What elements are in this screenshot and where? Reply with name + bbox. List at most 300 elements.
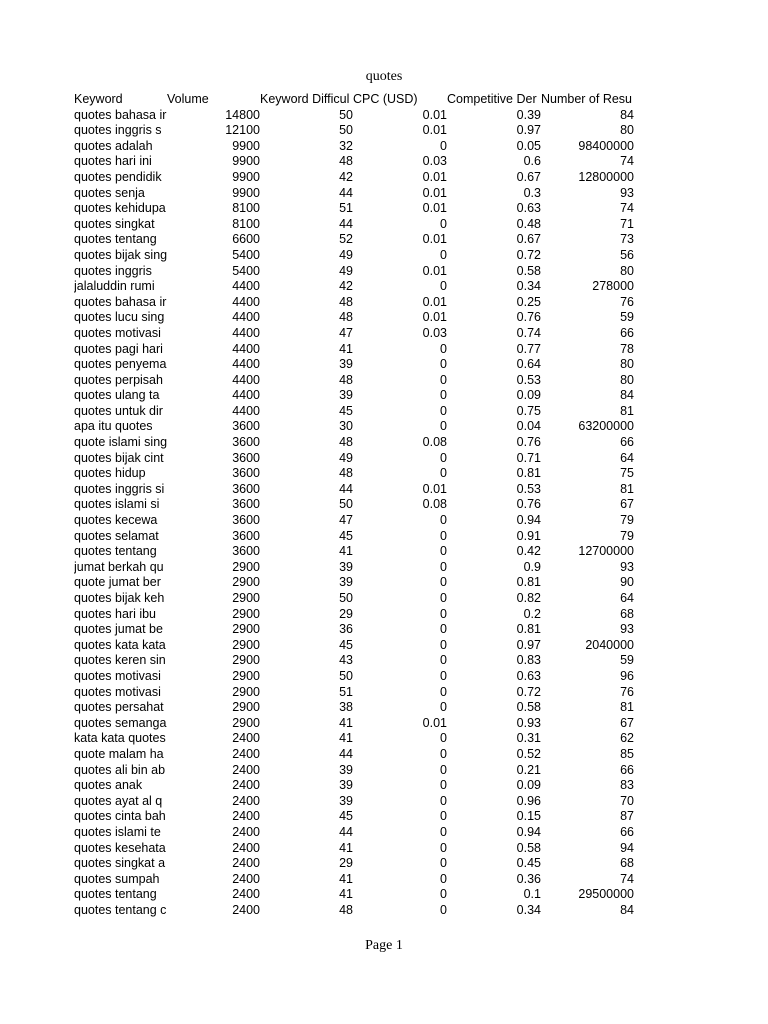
keyword-cell: quotes tentang — [74, 887, 157, 902]
table-row — [74, 186, 638, 202]
table-row — [74, 622, 638, 638]
volume-cell: 2400 — [232, 871, 260, 886]
results-cell: 67 — [620, 715, 634, 730]
table-row — [74, 357, 638, 373]
table-row — [74, 497, 638, 513]
results-cell: 66 — [620, 325, 634, 340]
results-cell: 12800000 — [578, 169, 634, 184]
competitive-density-cell: 0.81 — [516, 466, 541, 481]
keyword-cell: quotes jumat be — [74, 622, 163, 637]
difficulty-cell: 50 — [339, 497, 353, 512]
table-row — [74, 310, 638, 326]
cpc-cell: 0.03 — [422, 154, 447, 169]
results-cell: 80 — [620, 263, 634, 278]
difficulty-cell: 44 — [339, 481, 353, 496]
cpc-cell: 0 — [440, 575, 447, 590]
volume-cell: 9900 — [232, 185, 260, 200]
table-row — [74, 342, 638, 358]
volume-cell: 2900 — [232, 668, 260, 683]
keyword-cell: quotes ulang ta — [74, 388, 160, 403]
table-row — [74, 279, 638, 295]
results-cell: 84 — [620, 107, 634, 122]
volume-cell: 8100 — [232, 201, 260, 216]
keyword-cell: quotes penyema — [74, 357, 167, 372]
competitive-density-cell: 0.93 — [516, 715, 541, 730]
cpc-cell: 0 — [440, 372, 447, 387]
cpc-cell: 0 — [440, 419, 447, 434]
competitive-density-cell: 0.67 — [516, 232, 541, 247]
difficulty-cell: 39 — [339, 559, 353, 574]
table-row — [74, 170, 638, 186]
results-cell: 67 — [620, 497, 634, 512]
keyword-cell: quotes inggris si — [74, 481, 165, 496]
table-row — [74, 466, 638, 482]
results-cell: 79 — [620, 513, 634, 528]
results-cell: 59 — [620, 310, 634, 325]
results-cell: 71 — [620, 216, 634, 231]
results-cell: 96 — [620, 668, 634, 683]
cpc-cell: 0.03 — [422, 325, 447, 340]
table-row — [74, 731, 638, 747]
table-row — [74, 872, 638, 888]
competitive-density-cell: 0.09 — [516, 388, 541, 403]
competitive-density-cell: 0.76 — [516, 310, 541, 325]
competitive-density-cell: 0.82 — [516, 591, 541, 605]
competitive-density-cell: 0.21 — [516, 762, 541, 777]
keyword-cell: quotes selamat — [74, 528, 159, 543]
results-cell: 62 — [620, 731, 634, 746]
volume-cell: 2400 — [232, 762, 260, 777]
difficulty-cell: 49 — [339, 263, 353, 278]
results-cell: 74 — [620, 201, 634, 216]
keyword-cell: quotes islami te — [74, 824, 161, 839]
difficulty-cell: 43 — [339, 653, 353, 668]
cpc-cell: 0 — [440, 887, 447, 902]
results-cell: 79 — [620, 528, 634, 543]
difficulty-cell: 52 — [339, 232, 353, 247]
keyword-cell: quotes anak — [74, 778, 143, 793]
cpc-cell: 0 — [440, 138, 447, 153]
keyword-cell: quotes ayat al q — [74, 793, 163, 808]
difficulty-cell: 39 — [339, 357, 353, 372]
competitive-density-cell: 0.76 — [516, 435, 541, 450]
cpc-cell: 0 — [440, 856, 447, 871]
difficulty-cell: 44 — [339, 216, 353, 231]
difficulty-cell: 39 — [339, 762, 353, 777]
cpc-cell: 0 — [440, 668, 447, 683]
keyword-cell: quotes adalah — [74, 138, 153, 153]
volume-cell: 3600 — [232, 419, 260, 434]
difficulty-cell: 41 — [339, 544, 353, 559]
volume-cell: 3600 — [232, 497, 260, 512]
table-row — [74, 217, 638, 233]
keyword-cell: quotes bijak keh — [74, 591, 165, 605]
keyword-cell: quotes cinta bah — [74, 809, 166, 824]
page-footer: Page 1 — [365, 938, 403, 953]
difficulty-cell: 49 — [339, 247, 353, 262]
cpc-cell: 0 — [440, 388, 447, 403]
table-row — [74, 653, 638, 669]
volume-cell: 2900 — [232, 575, 260, 590]
table-row — [74, 404, 638, 420]
difficulty-cell: 44 — [339, 824, 353, 839]
keyword-cell: quotes keren sin — [74, 653, 166, 668]
results-cell: 76 — [620, 294, 634, 309]
results-cell: 66 — [620, 762, 634, 777]
cpc-cell: 0.01 — [422, 169, 447, 184]
table-row — [74, 232, 638, 248]
competitive-density-cell: 0.72 — [516, 684, 541, 699]
table-row — [74, 763, 638, 779]
keyword-cell: quotes perpisah — [74, 372, 163, 387]
difficulty-cell: 48 — [339, 435, 353, 450]
cpc-cell: 0.01 — [422, 481, 447, 496]
cpc-cell: 0.01 — [422, 232, 447, 247]
difficulty-cell: 48 — [339, 310, 353, 325]
results-cell: 84 — [620, 902, 634, 917]
volume-cell: 2400 — [232, 793, 260, 808]
table-row — [74, 248, 638, 264]
keyword-cell: apa itu quotes — [74, 419, 153, 434]
volume-cell: 2400 — [232, 840, 260, 855]
cpc-cell: 0 — [440, 793, 447, 808]
difficulty-cell: 39 — [339, 793, 353, 808]
keyword-cell: quote malam ha — [74, 746, 164, 761]
difficulty-cell: 41 — [339, 715, 353, 730]
competitive-density-cell: 0.63 — [516, 201, 541, 216]
difficulty-cell: 48 — [339, 154, 353, 169]
column-header-volume: Volume — [167, 92, 209, 106]
results-cell: 78 — [620, 341, 634, 356]
competitive-density-cell: 0.15 — [516, 809, 541, 824]
column-header-keyword-difficulty: Keyword Difficul — [260, 92, 350, 106]
volume-cell: 2400 — [232, 824, 260, 839]
results-cell: 76 — [620, 684, 634, 699]
volume-cell: 14800 — [225, 107, 260, 122]
column-header-competitive-density: Competitive Der — [447, 92, 537, 106]
results-cell: 81 — [620, 481, 634, 496]
competitive-density-cell: 0.81 — [516, 622, 541, 637]
keyword-cell: quotes tentang — [74, 544, 157, 559]
cpc-cell: 0 — [440, 762, 447, 777]
difficulty-cell: 39 — [339, 575, 353, 590]
cpc-cell: 0 — [440, 466, 447, 481]
difficulty-cell: 41 — [339, 871, 353, 886]
table-row — [74, 373, 638, 389]
competitive-density-cell: 0.53 — [516, 481, 541, 496]
keyword-cell: quotes islami si — [74, 497, 160, 512]
cpc-cell: 0 — [440, 591, 447, 605]
volume-cell: 3600 — [232, 513, 260, 528]
cpc-cell: 0.08 — [422, 435, 447, 450]
cpc-cell: 0.01 — [422, 715, 447, 730]
cpc-cell: 0 — [440, 684, 447, 699]
difficulty-cell: 50 — [339, 123, 353, 138]
volume-cell: 2400 — [232, 809, 260, 824]
volume-cell: 4400 — [232, 279, 260, 294]
competitive-density-cell: 0.67 — [516, 169, 541, 184]
volume-cell: 5400 — [232, 263, 260, 278]
column-header-keyword: Keyword — [74, 92, 123, 106]
difficulty-cell: 44 — [339, 746, 353, 761]
competitive-density-cell: 0.3 — [523, 185, 541, 200]
table-row — [74, 295, 638, 311]
competitive-density-cell: 0.45 — [516, 856, 541, 871]
cpc-cell: 0 — [440, 653, 447, 668]
difficulty-cell: 51 — [339, 201, 353, 216]
keyword-cell: quotes persahat — [74, 700, 164, 715]
volume-cell: 2400 — [232, 778, 260, 793]
keyword-cell: quotes bijak cint — [74, 450, 164, 465]
keyword-cell: quotes hari ibu — [74, 606, 157, 621]
results-cell: 74 — [620, 154, 634, 169]
results-cell: 73 — [620, 232, 634, 247]
keyword-cell: quotes bijak sing — [74, 247, 167, 262]
table-row — [74, 482, 638, 498]
results-cell: 64 — [620, 591, 634, 605]
table-row — [74, 123, 638, 139]
results-cell: 94 — [620, 840, 634, 855]
difficulty-cell: 45 — [339, 528, 353, 543]
competitive-density-cell: 0.04 — [516, 419, 541, 434]
keyword-cell: quotes tentang — [74, 232, 157, 247]
table-row — [74, 201, 638, 217]
competitive-density-cell: 0.63 — [516, 668, 541, 683]
volume-cell: 2900 — [232, 715, 260, 730]
competitive-density-cell: 0.31 — [516, 731, 541, 746]
keyword-cell: quotes kata kata — [74, 637, 166, 652]
keyword-cell: quotes motivasi — [74, 668, 161, 683]
cpc-cell: 0 — [440, 544, 447, 559]
table-row — [74, 419, 638, 435]
competitive-density-cell: 0.09 — [516, 778, 541, 793]
difficulty-cell: 42 — [339, 169, 353, 184]
volume-cell: 3600 — [232, 544, 260, 559]
competitive-density-cell: 0.77 — [516, 341, 541, 356]
cpc-cell: 0 — [440, 341, 447, 356]
table-row — [74, 638, 638, 654]
keyword-cell: quotes ali bin ab — [74, 762, 166, 777]
header-row — [74, 92, 638, 108]
competitive-density-cell: 0.94 — [516, 513, 541, 528]
volume-cell: 2900 — [232, 684, 260, 699]
difficulty-cell: 42 — [339, 279, 353, 294]
difficulty-cell: 51 — [339, 684, 353, 699]
results-cell: 80 — [620, 372, 634, 387]
cpc-cell: 0 — [440, 528, 447, 543]
cpc-cell: 0 — [440, 731, 447, 746]
difficulty-cell: 45 — [339, 637, 353, 652]
results-cell: 63200000 — [578, 419, 634, 434]
keyword-cell: quote islami sing — [74, 435, 167, 450]
column-header-cpc: CPC (USD) — [353, 92, 418, 106]
competitive-density-cell: 0.97 — [516, 123, 541, 138]
cpc-cell: 0 — [440, 247, 447, 262]
results-cell: 90 — [620, 575, 634, 590]
table-row — [74, 794, 638, 810]
table-row — [74, 154, 638, 170]
volume-cell: 2900 — [232, 637, 260, 652]
table-row — [74, 700, 638, 716]
cpc-cell: 0 — [440, 513, 447, 528]
results-cell: 84 — [620, 388, 634, 403]
table-row — [74, 685, 638, 701]
cpc-cell: 0.08 — [422, 497, 447, 512]
table-row — [74, 887, 638, 903]
cpc-cell: 0 — [440, 622, 447, 637]
volume-cell: 12100 — [225, 123, 260, 138]
competitive-density-cell: 0.71 — [516, 450, 541, 465]
difficulty-cell: 39 — [339, 778, 353, 793]
volume-cell: 2400 — [232, 856, 260, 871]
table-row — [74, 388, 638, 404]
results-cell: 74 — [620, 871, 634, 886]
keyword-cell: jumat berkah qu — [74, 559, 164, 574]
competitive-density-cell: 0.2 — [523, 606, 541, 621]
volume-cell: 2400 — [232, 887, 260, 902]
keyword-cell: quotes hari ini — [74, 154, 152, 169]
volume-cell: 6600 — [232, 232, 260, 247]
competitive-density-cell: 0.25 — [516, 294, 541, 309]
table-row — [74, 264, 638, 280]
difficulty-cell: 30 — [339, 419, 353, 434]
table-row — [74, 778, 638, 794]
keyword-cell: quotes tentang c — [74, 902, 167, 917]
keyword-cell: quote jumat ber — [74, 575, 161, 590]
competitive-density-cell: 0.52 — [516, 746, 541, 761]
competitive-density-cell: 0.34 — [516, 902, 541, 917]
results-cell: 12700000 — [578, 544, 634, 559]
volume-cell: 2400 — [232, 902, 260, 917]
cpc-cell: 0 — [440, 357, 447, 372]
cpc-cell: 0 — [440, 746, 447, 761]
table-row — [74, 591, 638, 607]
competitive-density-cell: 0.83 — [516, 653, 541, 668]
difficulty-cell: 36 — [339, 622, 353, 637]
volume-cell: 4400 — [232, 388, 260, 403]
difficulty-cell: 48 — [339, 294, 353, 309]
table-row — [74, 841, 638, 857]
results-cell: 70 — [620, 793, 634, 808]
competitive-density-cell: 0.9 — [523, 559, 541, 574]
spreadsheet-table — [74, 92, 638, 918]
results-cell: 66 — [620, 435, 634, 450]
competitive-density-cell: 0.6 — [523, 154, 541, 169]
keyword-cell: quotes semanga — [74, 715, 167, 730]
table-row — [74, 451, 638, 467]
difficulty-cell: 50 — [339, 668, 353, 683]
cpc-cell: 0.01 — [422, 107, 447, 122]
cpc-cell: 0 — [440, 778, 447, 793]
volume-cell: 2900 — [232, 700, 260, 715]
column-header-number-of-results: Number of Resu — [541, 92, 633, 106]
results-cell: 56 — [620, 247, 634, 262]
results-cell: 87 — [620, 809, 634, 824]
volume-cell: 2900 — [232, 653, 260, 668]
volume-cell: 8100 — [232, 216, 260, 231]
keyword-cell: quotes bahasa ir — [74, 294, 167, 309]
table-row — [74, 529, 638, 545]
results-cell: 59 — [620, 653, 634, 668]
table-row — [74, 544, 638, 560]
volume-cell: 2900 — [232, 606, 260, 621]
table-row — [74, 716, 638, 732]
volume-cell: 4400 — [232, 325, 260, 340]
competitive-density-cell: 0.58 — [516, 700, 541, 715]
results-cell: 68 — [620, 856, 634, 871]
cpc-cell: 0.01 — [422, 185, 447, 200]
competitive-density-cell: 0.34 — [516, 279, 541, 294]
table-row — [74, 747, 638, 763]
keyword-cell: quotes motivasi — [74, 684, 161, 699]
keyword-cell: quotes hidup — [74, 466, 146, 481]
cpc-cell: 0 — [440, 216, 447, 231]
cpc-cell: 0.01 — [422, 201, 447, 216]
results-cell: 75 — [620, 466, 634, 481]
competitive-density-cell: 0.75 — [516, 403, 541, 418]
sheet-title: quotes — [365, 69, 403, 84]
keyword-cell: quotes kehidupa — [74, 201, 166, 216]
results-cell: 85 — [620, 746, 634, 761]
volume-cell: 4400 — [232, 372, 260, 387]
cpc-cell: 0 — [440, 700, 447, 715]
difficulty-cell: 41 — [339, 840, 353, 855]
competitive-density-cell: 0.48 — [516, 216, 541, 231]
keyword-cell: quotes bahasa ir — [74, 107, 167, 122]
cpc-cell: 0 — [440, 809, 447, 824]
keyword-cell: quotes inggris s — [74, 123, 162, 138]
cpc-cell: 0 — [440, 840, 447, 855]
table-row — [74, 809, 638, 825]
volume-cell: 3600 — [232, 528, 260, 543]
competitive-density-cell: 0.42 — [516, 544, 541, 559]
volume-cell: 9900 — [232, 154, 260, 169]
competitive-density-cell: 0.91 — [516, 528, 541, 543]
results-cell: 80 — [620, 357, 634, 372]
competitive-density-cell: 0.58 — [516, 263, 541, 278]
table-row — [74, 560, 638, 576]
table-row — [74, 513, 638, 529]
volume-cell: 9900 — [232, 138, 260, 153]
competitive-density-cell: 0.36 — [516, 871, 541, 886]
volume-cell: 2900 — [232, 591, 260, 605]
volume-cell: 4400 — [232, 310, 260, 325]
difficulty-cell: 48 — [339, 466, 353, 481]
table-row — [74, 139, 638, 155]
table-row — [74, 903, 638, 919]
volume-cell: 2900 — [232, 559, 260, 574]
cpc-cell: 0.01 — [422, 310, 447, 325]
keyword-cell: quotes kecewa — [74, 513, 158, 528]
volume-cell: 3600 — [232, 435, 260, 450]
table-row — [74, 435, 638, 451]
competitive-density-cell: 0.76 — [516, 497, 541, 512]
results-cell: 81 — [620, 403, 634, 418]
cpc-cell: 0.01 — [422, 294, 447, 309]
keyword-cell: quotes motivasi — [74, 325, 161, 340]
volume-cell: 9900 — [232, 169, 260, 184]
cpc-cell: 0 — [440, 902, 447, 917]
keyword-cell: quotes lucu sing — [74, 310, 165, 325]
competitive-density-cell: 0.1 — [523, 887, 541, 902]
competitive-density-cell: 0.94 — [516, 824, 541, 839]
cpc-cell: 0 — [440, 824, 447, 839]
cpc-cell: 0.01 — [422, 123, 447, 138]
volume-cell: 2900 — [232, 622, 260, 637]
keyword-cell: jalaluddin rumi — [74, 279, 155, 294]
volume-cell: 4400 — [232, 403, 260, 418]
keyword-cell: kata kata quotes — [74, 731, 166, 746]
